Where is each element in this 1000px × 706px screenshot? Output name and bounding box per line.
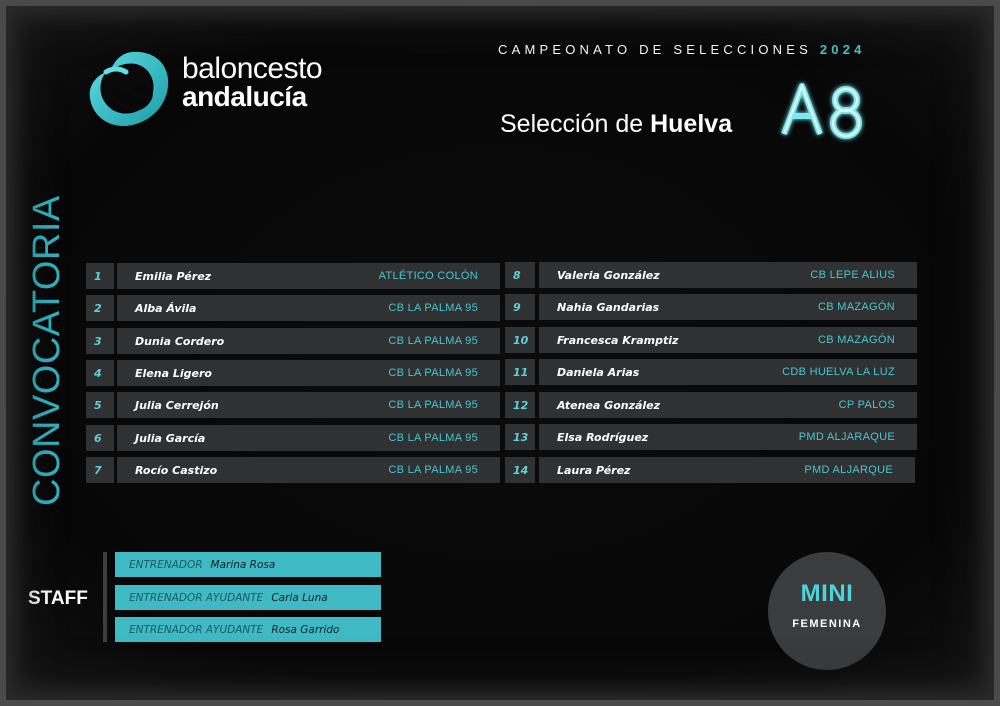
player-name: Daniela Arias <box>557 365 640 379</box>
roster-row <box>86 328 500 354</box>
player-name: Elsa Rodríguez <box>557 430 649 444</box>
player-name: Nahia Gandarias <box>557 300 660 314</box>
staff-divider <box>103 552 107 642</box>
player-number: 14 <box>505 457 535 483</box>
championship-year: 2024 <box>819 42 866 57</box>
category-name: MINI <box>800 580 854 607</box>
player-name: Valeria González <box>557 268 660 282</box>
player-box <box>117 425 500 451</box>
category-badge <box>768 552 886 670</box>
roster-row <box>505 424 917 450</box>
player-box <box>539 262 917 288</box>
player-number: 8 <box>505 262 535 288</box>
player-club: CDB HUELVA LA LUZ <box>782 366 895 378</box>
roster-row <box>505 392 917 418</box>
player-box <box>117 263 500 289</box>
player-club: CB LEPE ALIUS <box>810 269 895 281</box>
player-club: PMD ALJARAQUE <box>798 431 895 443</box>
player-club: CB LA PALMA 95 <box>388 367 478 379</box>
staff-row <box>115 585 381 610</box>
player-name: Emilia Pérez <box>135 269 212 283</box>
roster-row <box>505 457 915 483</box>
roster-row <box>86 392 500 418</box>
roster-row <box>505 327 917 353</box>
logo-text-baloncesto: baloncesto <box>182 52 323 85</box>
a8-event-logo <box>776 76 876 146</box>
staff-name: Carla Luna <box>271 591 328 604</box>
player-box <box>539 327 917 353</box>
player-box <box>117 295 500 321</box>
roster-row <box>86 457 500 483</box>
player-club: CB LA PALMA 95 <box>388 399 478 411</box>
roster-row <box>86 425 500 451</box>
player-box <box>117 360 500 386</box>
player-number: 5 <box>86 392 114 418</box>
selection-title <box>500 110 732 139</box>
player-number: 7 <box>86 457 114 483</box>
player-club: CB LA PALMA 95 <box>388 335 478 347</box>
player-number: 4 <box>86 360 114 386</box>
player-number: 1 <box>86 263 114 289</box>
player-number: 6 <box>86 425 114 451</box>
roster-row <box>86 360 500 386</box>
player-box <box>539 457 915 483</box>
logo-text-andalucia: andalucía <box>182 81 307 112</box>
convocatoria-title: CONVOCATORIA <box>26 195 68 506</box>
staff-name: Rosa Garrido <box>271 623 340 636</box>
roster-row <box>505 262 917 288</box>
staff-row <box>115 552 381 577</box>
player-name: Rocío Castizo <box>135 463 218 477</box>
championship-label: CAMPEONATO DE SELECCIONES <box>498 42 813 57</box>
player-club: CP PALOS <box>838 399 895 411</box>
player-box <box>539 294 917 320</box>
player-club: PMD ALJARQUE <box>804 464 893 476</box>
player-number: 11 <box>505 359 535 385</box>
selection-name: Huelva <box>650 110 733 138</box>
player-name: Laura Pérez <box>557 463 631 477</box>
basketball-swirl-icon <box>86 46 176 130</box>
roster-row <box>505 359 917 385</box>
roster-row <box>86 295 500 321</box>
player-number: 3 <box>86 328 114 354</box>
staff-row <box>115 617 381 642</box>
roster-row <box>86 263 500 289</box>
player-number: 13 <box>505 424 535 450</box>
player-number: 9 <box>505 294 535 320</box>
player-box <box>539 359 917 385</box>
player-club: CB LA PALMA 95 <box>388 302 478 314</box>
player-box <box>117 457 500 483</box>
staff-role: ENTRENADOR AYUDANTE <box>129 623 264 636</box>
player-box <box>117 392 500 418</box>
player-name: Alba Ávila <box>135 301 197 315</box>
player-name: Julia Cerrejón <box>135 398 219 412</box>
player-club: ATLÉTICO COLÓN <box>378 270 478 282</box>
brand-logo <box>86 46 346 130</box>
player-club: CB MAZAGÓN <box>818 301 895 313</box>
staff-name: Marina Rosa <box>210 558 276 571</box>
category-gender: FEMENINA <box>792 618 862 630</box>
staff-role: ENTRENADOR <box>129 558 203 571</box>
player-club: CB LA PALMA 95 <box>388 464 478 476</box>
player-name: Dunia Cordero <box>135 334 225 348</box>
player-club: CB LA PALMA 95 <box>388 432 478 444</box>
player-number: 10 <box>505 327 535 353</box>
player-name: Atenea González <box>557 398 661 412</box>
player-number: 2 <box>86 295 114 321</box>
selection-prefix: Selección de <box>500 110 644 138</box>
player-box <box>539 392 917 418</box>
player-box <box>117 328 500 354</box>
championship-title <box>498 42 888 57</box>
player-name: Francesca Kramptiz <box>557 333 679 347</box>
player-club: CB MAZAGÓN <box>818 334 895 346</box>
roster-row <box>505 294 917 320</box>
player-box <box>539 424 917 450</box>
player-number: 12 <box>505 392 535 418</box>
player-name: Elena Ligero <box>135 366 212 380</box>
staff-role: ENTRENADOR AYUDANTE <box>129 591 264 604</box>
staff-label: STAFF <box>28 588 88 609</box>
player-name: Julia García <box>135 431 206 445</box>
